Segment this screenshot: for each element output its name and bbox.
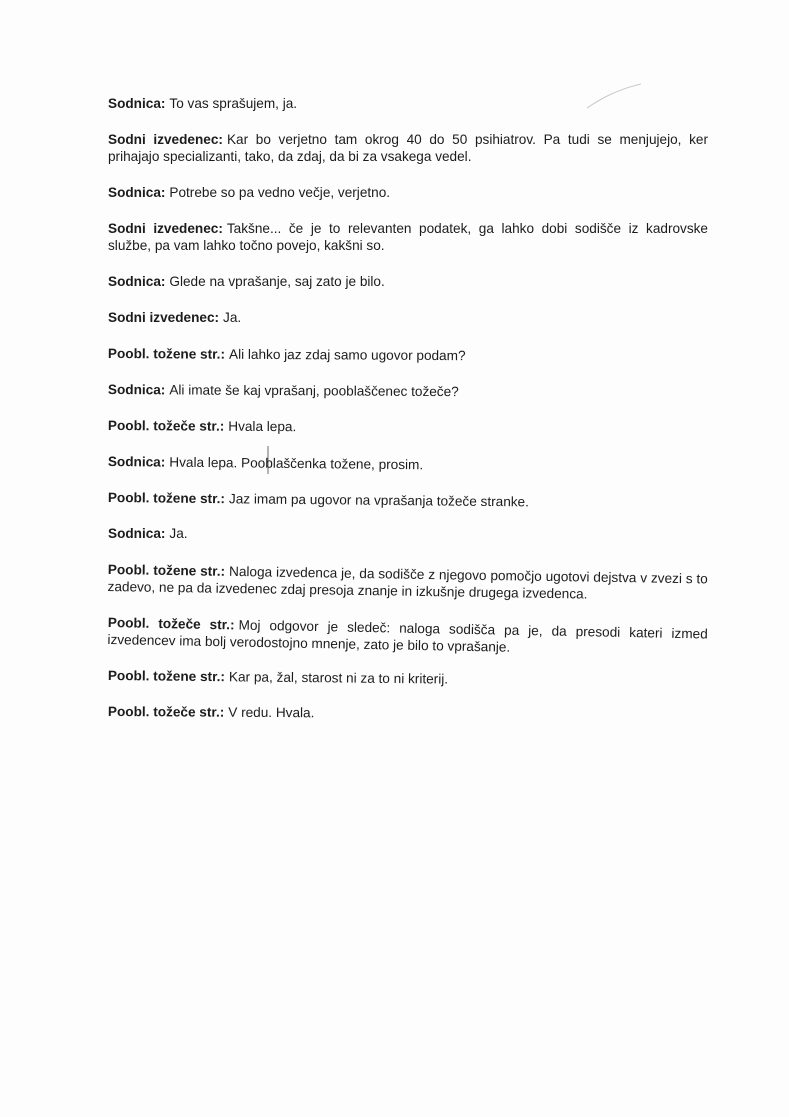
transcript-entry — [108, 453, 708, 476]
speaker-label: Sodnica: — [108, 526, 166, 541]
transcript-entry — [108, 489, 708, 512]
speaker-label: Sodni izvedenec: — [108, 221, 223, 236]
utterance-text: Ali imate še kaj vprašanj, pooblaščenec tožeče? — [169, 382, 459, 400]
speaker-label: Poobl. tožeče str.: — [107, 704, 225, 720]
transcript-entry — [108, 345, 708, 366]
transcript-entry — [108, 703, 708, 724]
speaker-label: Poobl. tožeče str.: — [107, 614, 235, 633]
utterance-text: Potrebe so pa vedno večje, verjetno. — [169, 185, 391, 200]
utterance-text: Jaz imam pa ugovor na vprašanja tožeče stranke. — [228, 491, 530, 510]
utterance-text: Hvala lepa. Pooblaščenka tožene, prosim. — [169, 454, 424, 473]
speaker-label: Poobl. tožene str.: — [107, 561, 226, 579]
transcript-entry — [107, 614, 708, 660]
utterance-text: Moj odgovor je sledeč: naloga sodišča pa je, da presodi kateri izmed izvedencev ima bolj verodostojno mnenje, zato je bilo to vprašanje. — [107, 617, 708, 655]
speaker-label: Poobl. tožene str.: — [107, 489, 226, 507]
speaker-label: Sodnica: — [108, 96, 166, 111]
utterance-text: Glede na vprašanje, saj zato je bilo. — [169, 274, 385, 289]
transcript-entry — [108, 309, 708, 326]
speaker-label: Sodni izvedenec: — [108, 310, 220, 325]
speaker-label: Sodni izvedenec: — [108, 132, 223, 147]
speaker-label: Sodnica: — [107, 381, 166, 398]
transcript-entry — [108, 220, 708, 254]
speaker-label: Poobl. tožene str.: — [107, 346, 226, 362]
transcript-entry — [108, 381, 708, 402]
utterance-text: Ali lahko jaz zdaj samo ugovor podam? — [228, 346, 466, 364]
speaker-label: Sodnica: — [107, 453, 166, 470]
utterance-text: To vas sprašujem, ja. — [169, 96, 298, 111]
utterance-text: Takšne... če je to relevanten podatek, ga lahko dobi sodišče iz kadrovske službe, pa vam lahko točno povejo, kakšni so. — [108, 221, 708, 253]
utterance-text: Hvala lepa. — [228, 418, 297, 435]
utterance-text: V redu. Hvala. — [228, 704, 315, 721]
transcript-entry — [108, 417, 708, 438]
speaker-label: Poobl. tožene str.: — [107, 667, 226, 685]
speaker-label: Sodnica: — [108, 274, 166, 289]
transcript-entry — [108, 667, 708, 690]
transcript — [108, 95, 708, 739]
transcript-entry — [107, 561, 707, 604]
utterance-text: Naloga izvedenca je, da sodišče z njegovo pomočjo ugotovi dejstva v zvezi s to zadevo, ne pa da izvedenec zdaj presoja znanje in izkušnje drugega izvedenca. — [107, 563, 708, 602]
utterance-text: Ja. — [223, 310, 242, 325]
transcript-entry — [108, 184, 708, 201]
transcript-entry — [108, 131, 708, 165]
speaker-label: Sodnica: — [108, 185, 166, 200]
transcript-entry — [108, 273, 708, 290]
transcript-entry — [108, 525, 708, 542]
speaker-label: Poobl. tožeče str.: — [107, 417, 225, 434]
utterance-text: Ja. — [169, 526, 188, 541]
utterance-text: Kar pa, žal, starost ni za to ni kriterij. — [228, 669, 449, 687]
transcript-entry — [108, 95, 708, 112]
utterance-text: Kar bo verjetno tam okrog 40 do 50 psihiatrov. Pa tudi se menjujejo, ker prihajajo specializanti, tako, da zdaj, da bi za vsakega vedel. — [108, 132, 708, 164]
